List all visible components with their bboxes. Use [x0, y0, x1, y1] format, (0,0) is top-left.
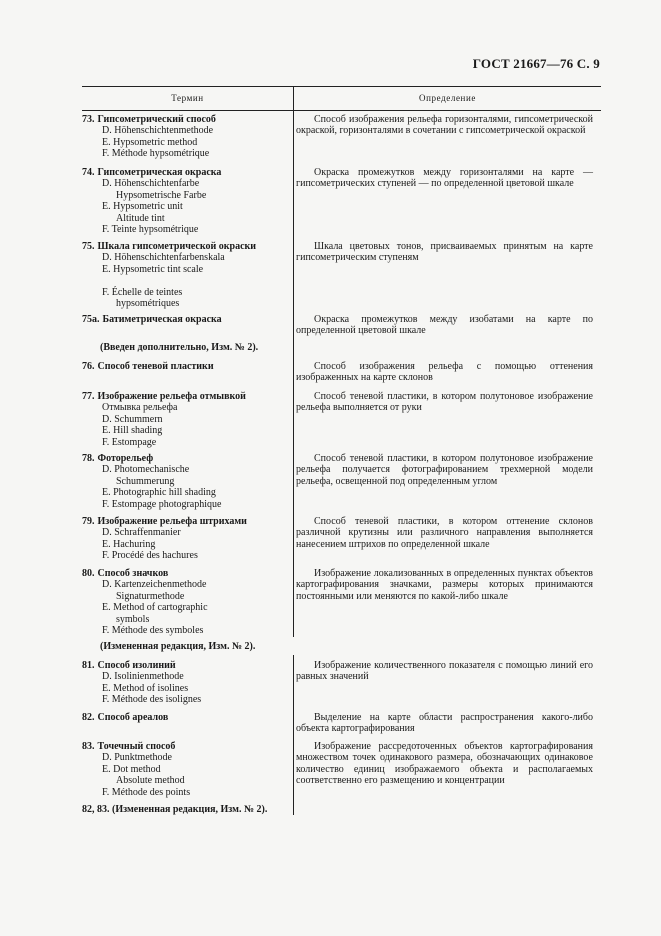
term-number: 76. [82, 361, 95, 372]
term-translation: D. Schummern [102, 413, 163, 425]
term-translation: symbols [116, 613, 150, 625]
term-title [82, 516, 287, 527]
term-title [82, 568, 287, 579]
definition-cell: Выделение на карте области распространения какого-либо объекта картографирования [296, 712, 593, 735]
term-translation: Schummerung [116, 475, 175, 487]
term-translation: E. Hill shading [102, 425, 163, 437]
term-translation: D. Höhenschichtenmethode [102, 125, 214, 137]
term-title [82, 114, 287, 125]
term-translation: E. Hachuring [102, 538, 156, 550]
term-cell [82, 361, 287, 372]
table-header-rule [82, 110, 601, 111]
term-cell [82, 241, 287, 309]
term-translation: E. Method of cartographic [102, 602, 208, 614]
term-title [82, 361, 287, 372]
term-number: 82. [82, 712, 95, 723]
term-name: Точечный способ [97, 741, 176, 752]
term-number: 77. [82, 391, 95, 402]
term-number: 75а. [82, 314, 100, 325]
definition-cell: Способ изображения рельефа с помощью оттенения изображенных на карте склонов [296, 361, 593, 384]
term-number: 75. [82, 241, 95, 252]
term-name: Изображение рельефа отмывкой [97, 391, 246, 402]
term-translation: F. Méthode des symboles [102, 625, 204, 637]
term-translation: F. Procédé des hachures [102, 550, 198, 562]
term-translation: E. Photographic hill shading [102, 487, 216, 499]
amendment-note: (Введен дополнительно, Изм. № 2). [100, 342, 259, 353]
term-translation: F. Méthode des points [102, 786, 191, 798]
term-translation: D. Höhenschichtenfarbenskala [102, 252, 225, 264]
term-cell [82, 568, 287, 636]
definition-cell: Изображение локализованных в определенных пунктах объектов картографирования значками, размеры которых принимаются постоянными или меняются по какой-либо шкале [296, 568, 593, 602]
definition-cell: Способ теневой пластики, в котором оттенение склонов различной крутизны или различного направления выполняется нанесением штрихов по определенной шкале [296, 516, 593, 550]
term-title [82, 314, 287, 325]
term-title [82, 241, 287, 252]
term-name: Способ теневой пластики [97, 361, 214, 372]
table-top-rule [82, 86, 601, 87]
term-translation: E. Hypsometric method [102, 136, 198, 148]
term-cell [82, 453, 287, 510]
term-translation: F. Teinte hypsométrique [102, 224, 199, 236]
term-translation: E. Method of isolines [102, 682, 189, 694]
term-title [82, 712, 287, 723]
term-translation: F. Méthode hypsométrique [102, 148, 210, 160]
term-translation: D. Punktmethode [102, 752, 172, 764]
term-translation: Absolute method [116, 775, 185, 787]
term-translation: D. Kartenzeichenmethode [102, 579, 207, 591]
term-cell [82, 741, 287, 798]
term-cell [82, 712, 287, 723]
term-name: Шкала гипсометрической окраски [97, 241, 257, 252]
term-cell [82, 660, 287, 706]
column-divider [293, 86, 294, 637]
term-number: 83. [82, 741, 95, 752]
definition-cell: Окраска промежутков между изобатами на карте по определенной цветовой шкале [296, 314, 593, 337]
term-name: Батиметрическая окраска [102, 314, 222, 325]
definition-cell: Изображение количественного показателя с помощью линий его равных значений [296, 660, 593, 683]
term-number: 74. [82, 167, 95, 178]
term-title [82, 391, 287, 402]
column-divider-lower [293, 655, 294, 815]
term-translation: Signaturmethode [116, 590, 185, 602]
term-number: 79. [82, 516, 95, 527]
term-translation: F. Échelle de teintes [102, 286, 183, 298]
term-number: 73. [82, 114, 95, 125]
term-name: Способ изолиний [97, 660, 176, 671]
term-title [82, 741, 287, 752]
term-translation: E. Hypsometric unit [102, 201, 183, 213]
term-name: Фоторельеф [97, 453, 154, 464]
term-translation: E. Dot method [102, 763, 161, 775]
term-cell [82, 314, 287, 325]
term-translation: hypsométriques [116, 298, 180, 310]
term-translation: E. Hypsometric tint scale [102, 263, 204, 275]
term-name: Способ ареалов [97, 712, 169, 723]
definition-cell: Изображение рассредоточенных объектов картографирования множеством точек одинакового размера, обозначающих одинаковое количество единиц изображаемого объекта и располагаемых соответственно его размещению и концентрации [296, 741, 593, 787]
term-name: Гипсометрическая окраска [97, 167, 222, 178]
definition-cell: Окраска промежутков между горизонталями на карте — гипсометрических ступеней — по определенной цветовой шкале [296, 167, 593, 190]
term-translation: Altitude tint [116, 212, 165, 224]
term-translation: D. Höhenschichtenfarbe [102, 178, 200, 190]
term-number: 80. [82, 568, 95, 579]
definition-cell: Способ теневой пластики, в котором полутоновое изображение рельефа получается фотографированием трехмерной модели рельефа, освещенной под определенным углом [296, 453, 593, 487]
term-cell [82, 114, 287, 160]
term-title [82, 167, 287, 178]
column-header-term: Термин [171, 93, 204, 103]
term-name: Изображение рельефа штрихами [97, 516, 247, 527]
column-header-definition: Определение [419, 93, 476, 103]
term-number: 78. [82, 453, 95, 464]
term-name: Гипсометрический способ [97, 114, 216, 125]
amendment-note: 82, 83. (Измененная редакция, Изм. № 2). [82, 804, 268, 815]
definition-cell: Способ изображения рельефа горизонталями, гипсометрической окраской, горизонталями в сочетании с гипсометрической окраской [296, 114, 593, 137]
term-translation: D. Photomechanische [102, 464, 190, 476]
term-translation: Hypsometrische Farbe [116, 189, 207, 201]
page-header: ГОСТ 21667—76 С. 9 [472, 56, 600, 71]
term-translation [82, 275, 287, 286]
definition-cell: Шкала цветовых тонов, присваиваемых принятым на карте гипсометрическим ступеням [296, 241, 593, 264]
term-cell [82, 391, 287, 448]
term-translation: F. Estompage [102, 436, 157, 448]
amendment-note: (Измененная редакция, Изм. № 2). [100, 641, 256, 652]
term-title [82, 660, 287, 671]
term-cell [82, 516, 287, 562]
term-translation: F. Estompage photographique [102, 498, 222, 510]
term-name: Способ значков [97, 568, 169, 579]
definition-cell: Способ теневой пластики, в котором полутоновое изображение рельефа выполняется от руки [296, 391, 593, 414]
term-cell [82, 167, 287, 235]
term-number: 81. [82, 660, 95, 671]
term-title [82, 453, 287, 464]
term-translation: Отмывка рельефа [102, 402, 178, 414]
term-translation: D. Isolinienmethode [102, 671, 184, 683]
term-translation: D. Schraffenmanier [102, 527, 181, 539]
term-translation: F. Méthode des isolignes [102, 694, 202, 706]
